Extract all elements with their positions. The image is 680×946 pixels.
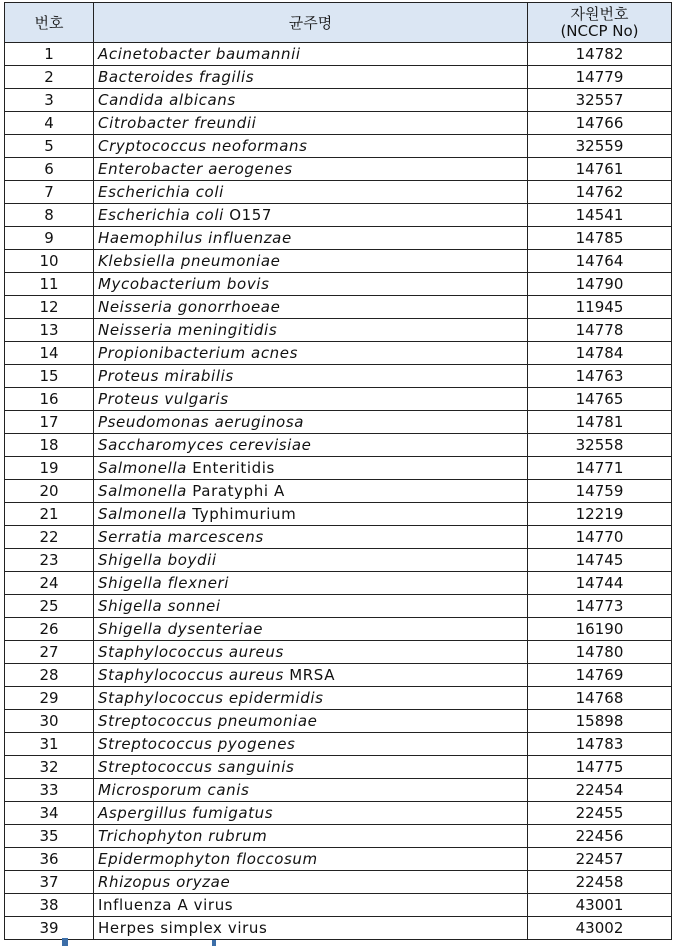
header-resource-line2: (NCCP No): [560, 21, 639, 40]
strain-name-italic: Pseudomonas aeruginosa: [98, 413, 305, 431]
row-number: 10: [5, 250, 94, 273]
strain-name-italic: Neisseria gonorrhoeae: [98, 298, 281, 316]
resource-code: 22455: [528, 802, 672, 825]
strain-name-italic: Salmonella: [98, 482, 187, 500]
row-number: 17: [5, 411, 94, 434]
strain-name: [94, 411, 528, 434]
resource-code: 15898: [528, 710, 672, 733]
strain-name: [94, 526, 528, 549]
row-number: 15: [5, 365, 94, 388]
row-number: 24: [5, 572, 94, 595]
resource-code: 14771: [528, 457, 672, 480]
table-row: [5, 434, 672, 457]
table-row: [5, 250, 672, 273]
resource-code: 14744: [528, 572, 672, 595]
strain-name-plain: Typhimurium: [186, 505, 297, 523]
resource-code: 12219: [528, 503, 672, 526]
resource-code: 14779: [528, 66, 672, 89]
strain-name-plain: O157: [223, 206, 273, 224]
table-row: [5, 503, 672, 526]
row-number: 11: [5, 273, 94, 296]
strain-name-italic: Staphylococcus aureus: [98, 666, 284, 684]
strain-name: [94, 135, 528, 158]
strain-name: [94, 664, 528, 687]
strain-name-italic: Propionibacterium acnes: [98, 344, 299, 362]
strain-name: [94, 779, 528, 802]
table-row: [5, 273, 672, 296]
table-row: [5, 204, 672, 227]
table-row: [5, 158, 672, 181]
strain-name-italic: Proteus vulgaris: [98, 390, 229, 408]
row-number: 14: [5, 342, 94, 365]
table-row: [5, 917, 672, 940]
table-row: [5, 572, 672, 595]
strain-name: [94, 733, 528, 756]
table-row: [5, 733, 672, 756]
table-row: [5, 227, 672, 250]
table-row: [5, 848, 672, 871]
strain-name: [94, 296, 528, 319]
row-number: 29: [5, 687, 94, 710]
strain-name-plain: MRSA: [283, 666, 336, 684]
row-number: 12: [5, 296, 94, 319]
table-row: [5, 618, 672, 641]
table-row: [5, 871, 672, 894]
row-number: 35: [5, 825, 94, 848]
strain-name: [94, 802, 528, 825]
strain-name-italic: Escherichia coli: [98, 206, 224, 224]
table-row: [5, 319, 672, 342]
resource-code: 14778: [528, 319, 672, 342]
strain-name-italic: Enterobacter aerogenes: [98, 160, 293, 178]
table-row: [5, 595, 672, 618]
strain-name: [94, 66, 528, 89]
table-row: [5, 710, 672, 733]
strain-name: [94, 365, 528, 388]
row-number: 38: [5, 894, 94, 917]
table-row: [5, 66, 672, 89]
resource-code: 14541: [528, 204, 672, 227]
strain-name: [94, 204, 528, 227]
table-row: [5, 135, 672, 158]
strain-name-italic: Streptococcus sanguinis: [98, 758, 295, 776]
resource-code: 14784: [528, 342, 672, 365]
resource-code: 14781: [528, 411, 672, 434]
page-marker-left: [62, 938, 68, 946]
row-number: 34: [5, 802, 94, 825]
strain-name-italic: Mycobacterium bovis: [98, 275, 270, 293]
resource-code: 32557: [528, 89, 672, 112]
row-number: 9: [5, 227, 94, 250]
strain-name: [94, 641, 528, 664]
table-row: [5, 641, 672, 664]
table-row: [5, 549, 672, 572]
table-row: [5, 894, 672, 917]
resource-code: 14780: [528, 641, 672, 664]
strain-name: [94, 227, 528, 250]
row-number: 4: [5, 112, 94, 135]
row-number: 28: [5, 664, 94, 687]
table-row: [5, 112, 672, 135]
row-number: 8: [5, 204, 94, 227]
strain-name-italic: Shigella boydii: [98, 551, 217, 569]
resource-code: 32559: [528, 135, 672, 158]
table-row: [5, 181, 672, 204]
resource-code: 32558: [528, 434, 672, 457]
strain-name-italic: Citrobacter freundii: [98, 114, 257, 132]
resource-code: 14764: [528, 250, 672, 273]
strain-name: [94, 342, 528, 365]
row-number: 20: [5, 480, 94, 503]
resource-code: 14765: [528, 388, 672, 411]
row-number: 36: [5, 848, 94, 871]
strain-name: [94, 181, 528, 204]
strain-name-italic: Shigella sonnei: [98, 597, 221, 615]
strain-name-plain: Influenza A virus: [98, 896, 234, 914]
strain-name: [94, 319, 528, 342]
row-number: 26: [5, 618, 94, 641]
strain-name: [94, 825, 528, 848]
strain-name-italic: Salmonella: [98, 459, 187, 477]
row-number: 1: [5, 43, 94, 66]
row-number: 7: [5, 181, 94, 204]
strain-name: [94, 595, 528, 618]
row-number: 32: [5, 756, 94, 779]
strain-name: [94, 894, 528, 917]
strain-name: [94, 917, 528, 940]
strain-name-italic: Klebsiella pneumoniae: [98, 252, 281, 270]
resource-code: 22457: [528, 848, 672, 871]
row-number: 27: [5, 641, 94, 664]
resource-code: 14759: [528, 480, 672, 503]
table-row: [5, 411, 672, 434]
strain-name-plain: Herpes simplex virus: [98, 919, 268, 937]
table-body: [5, 43, 672, 940]
strain-name: [94, 503, 528, 526]
resource-code: 14763: [528, 365, 672, 388]
table-row: [5, 664, 672, 687]
row-number: 6: [5, 158, 94, 181]
strain-name-italic: Streptococcus pneumoniae: [98, 712, 318, 730]
table-row: [5, 480, 672, 503]
table-row: [5, 43, 672, 66]
resource-code: 14769: [528, 664, 672, 687]
strain-name: [94, 457, 528, 480]
strain-name: [94, 434, 528, 457]
table-row: [5, 365, 672, 388]
strain-name: [94, 756, 528, 779]
strain-name-italic: Microsporum canis: [98, 781, 250, 799]
resource-code: 14745: [528, 549, 672, 572]
strain-name: [94, 112, 528, 135]
resource-code: 14770: [528, 526, 672, 549]
row-number: 23: [5, 549, 94, 572]
strain-name-italic: Serratia marcescens: [98, 528, 264, 546]
strain-name: [94, 710, 528, 733]
resource-code: 14782: [528, 43, 672, 66]
strain-name-italic: Cryptococcus neoformans: [98, 137, 308, 155]
strain-name: [94, 848, 528, 871]
strain-name-italic: Trichophyton rubrum: [98, 827, 268, 845]
resource-code: 14768: [528, 687, 672, 710]
strain-name: [94, 618, 528, 641]
strain-name-italic: Proteus mirabilis: [98, 367, 234, 385]
resource-code: 43001: [528, 894, 672, 917]
resource-code: 14766: [528, 112, 672, 135]
strain-name-italic: Epidermophyton floccosum: [98, 850, 318, 868]
header-strain-name: 균주명: [94, 3, 528, 43]
header-resource-line1: 자원번호: [570, 4, 629, 23]
row-number: 18: [5, 434, 94, 457]
row-number: 39: [5, 917, 94, 940]
row-number: 19: [5, 457, 94, 480]
table-row: [5, 779, 672, 802]
row-number: 21: [5, 503, 94, 526]
resource-code: 14775: [528, 756, 672, 779]
strain-name-italic: Shigella flexneri: [98, 574, 230, 592]
strain-name: [94, 480, 528, 503]
strain-name-italic: Bacteroides fragilis: [98, 68, 255, 86]
strain-name-italic: Staphylococcus aureus: [98, 643, 284, 661]
resource-code: 22454: [528, 779, 672, 802]
strain-name: [94, 43, 528, 66]
strain-name: [94, 273, 528, 296]
row-number: 3: [5, 89, 94, 112]
page-marker-right: [212, 940, 216, 946]
table-row: [5, 342, 672, 365]
strain-name-plain: Enteritidis: [186, 459, 275, 477]
table-row: [5, 526, 672, 549]
table-row: [5, 296, 672, 319]
table-row: [5, 825, 672, 848]
row-number: 5: [5, 135, 94, 158]
strain-name-italic: Haemophilus influenzae: [98, 229, 292, 247]
resource-code: 22456: [528, 825, 672, 848]
resource-code: 14783: [528, 733, 672, 756]
row-number: 37: [5, 871, 94, 894]
header-row: [5, 3, 672, 43]
strain-name: [94, 687, 528, 710]
strain-name-italic: Shigella dysenteriae: [98, 620, 264, 638]
strain-name: [94, 871, 528, 894]
resource-code: 22458: [528, 871, 672, 894]
strain-name-italic: Staphylococcus epidermidis: [98, 689, 324, 707]
table-row: [5, 756, 672, 779]
strain-name-italic: Rhizopus oryzae: [98, 873, 231, 891]
strain-name-italic: Candida albicans: [98, 91, 236, 109]
strain-name: [94, 549, 528, 572]
strain-name: [94, 158, 528, 181]
resource-code: 16190: [528, 618, 672, 641]
strain-name-italic: Streptococcus pyogenes: [98, 735, 296, 753]
resource-code: 14773: [528, 595, 672, 618]
table-row: [5, 687, 672, 710]
row-number: 30: [5, 710, 94, 733]
strain-name: [94, 388, 528, 411]
resource-code: 14790: [528, 273, 672, 296]
row-number: 16: [5, 388, 94, 411]
table-row: [5, 388, 672, 411]
table-row: [5, 89, 672, 112]
resource-code: 14761: [528, 158, 672, 181]
table-row: [5, 457, 672, 480]
header-number: 번호: [5, 3, 94, 43]
strain-name-italic: Salmonella: [98, 505, 187, 523]
row-number: 13: [5, 319, 94, 342]
row-number: 31: [5, 733, 94, 756]
row-number: 2: [5, 66, 94, 89]
row-number: 33: [5, 779, 94, 802]
strain-name-italic: Aspergillus fumigatus: [98, 804, 274, 822]
strain-name: [94, 89, 528, 112]
strain-name-plain: Paratyphi A: [186, 482, 285, 500]
strain-name: [94, 250, 528, 273]
resource-code: 11945: [528, 296, 672, 319]
strain-name: [94, 572, 528, 595]
resource-code: 14785: [528, 227, 672, 250]
strain-name-italic: Escherichia coli: [98, 183, 224, 201]
row-number: 25: [5, 595, 94, 618]
table-row: [5, 802, 672, 825]
strain-name-italic: Neisseria meningitidis: [98, 321, 278, 339]
strain-name-italic: Acinetobacter baumannii: [98, 45, 301, 63]
header-resource-number: [528, 3, 672, 43]
resource-code: 14762: [528, 181, 672, 204]
strain-name-italic: Saccharomyces cerevisiae: [98, 436, 312, 454]
strain-table: [4, 2, 672, 940]
row-number: 22: [5, 526, 94, 549]
resource-code: 43002: [528, 917, 672, 940]
